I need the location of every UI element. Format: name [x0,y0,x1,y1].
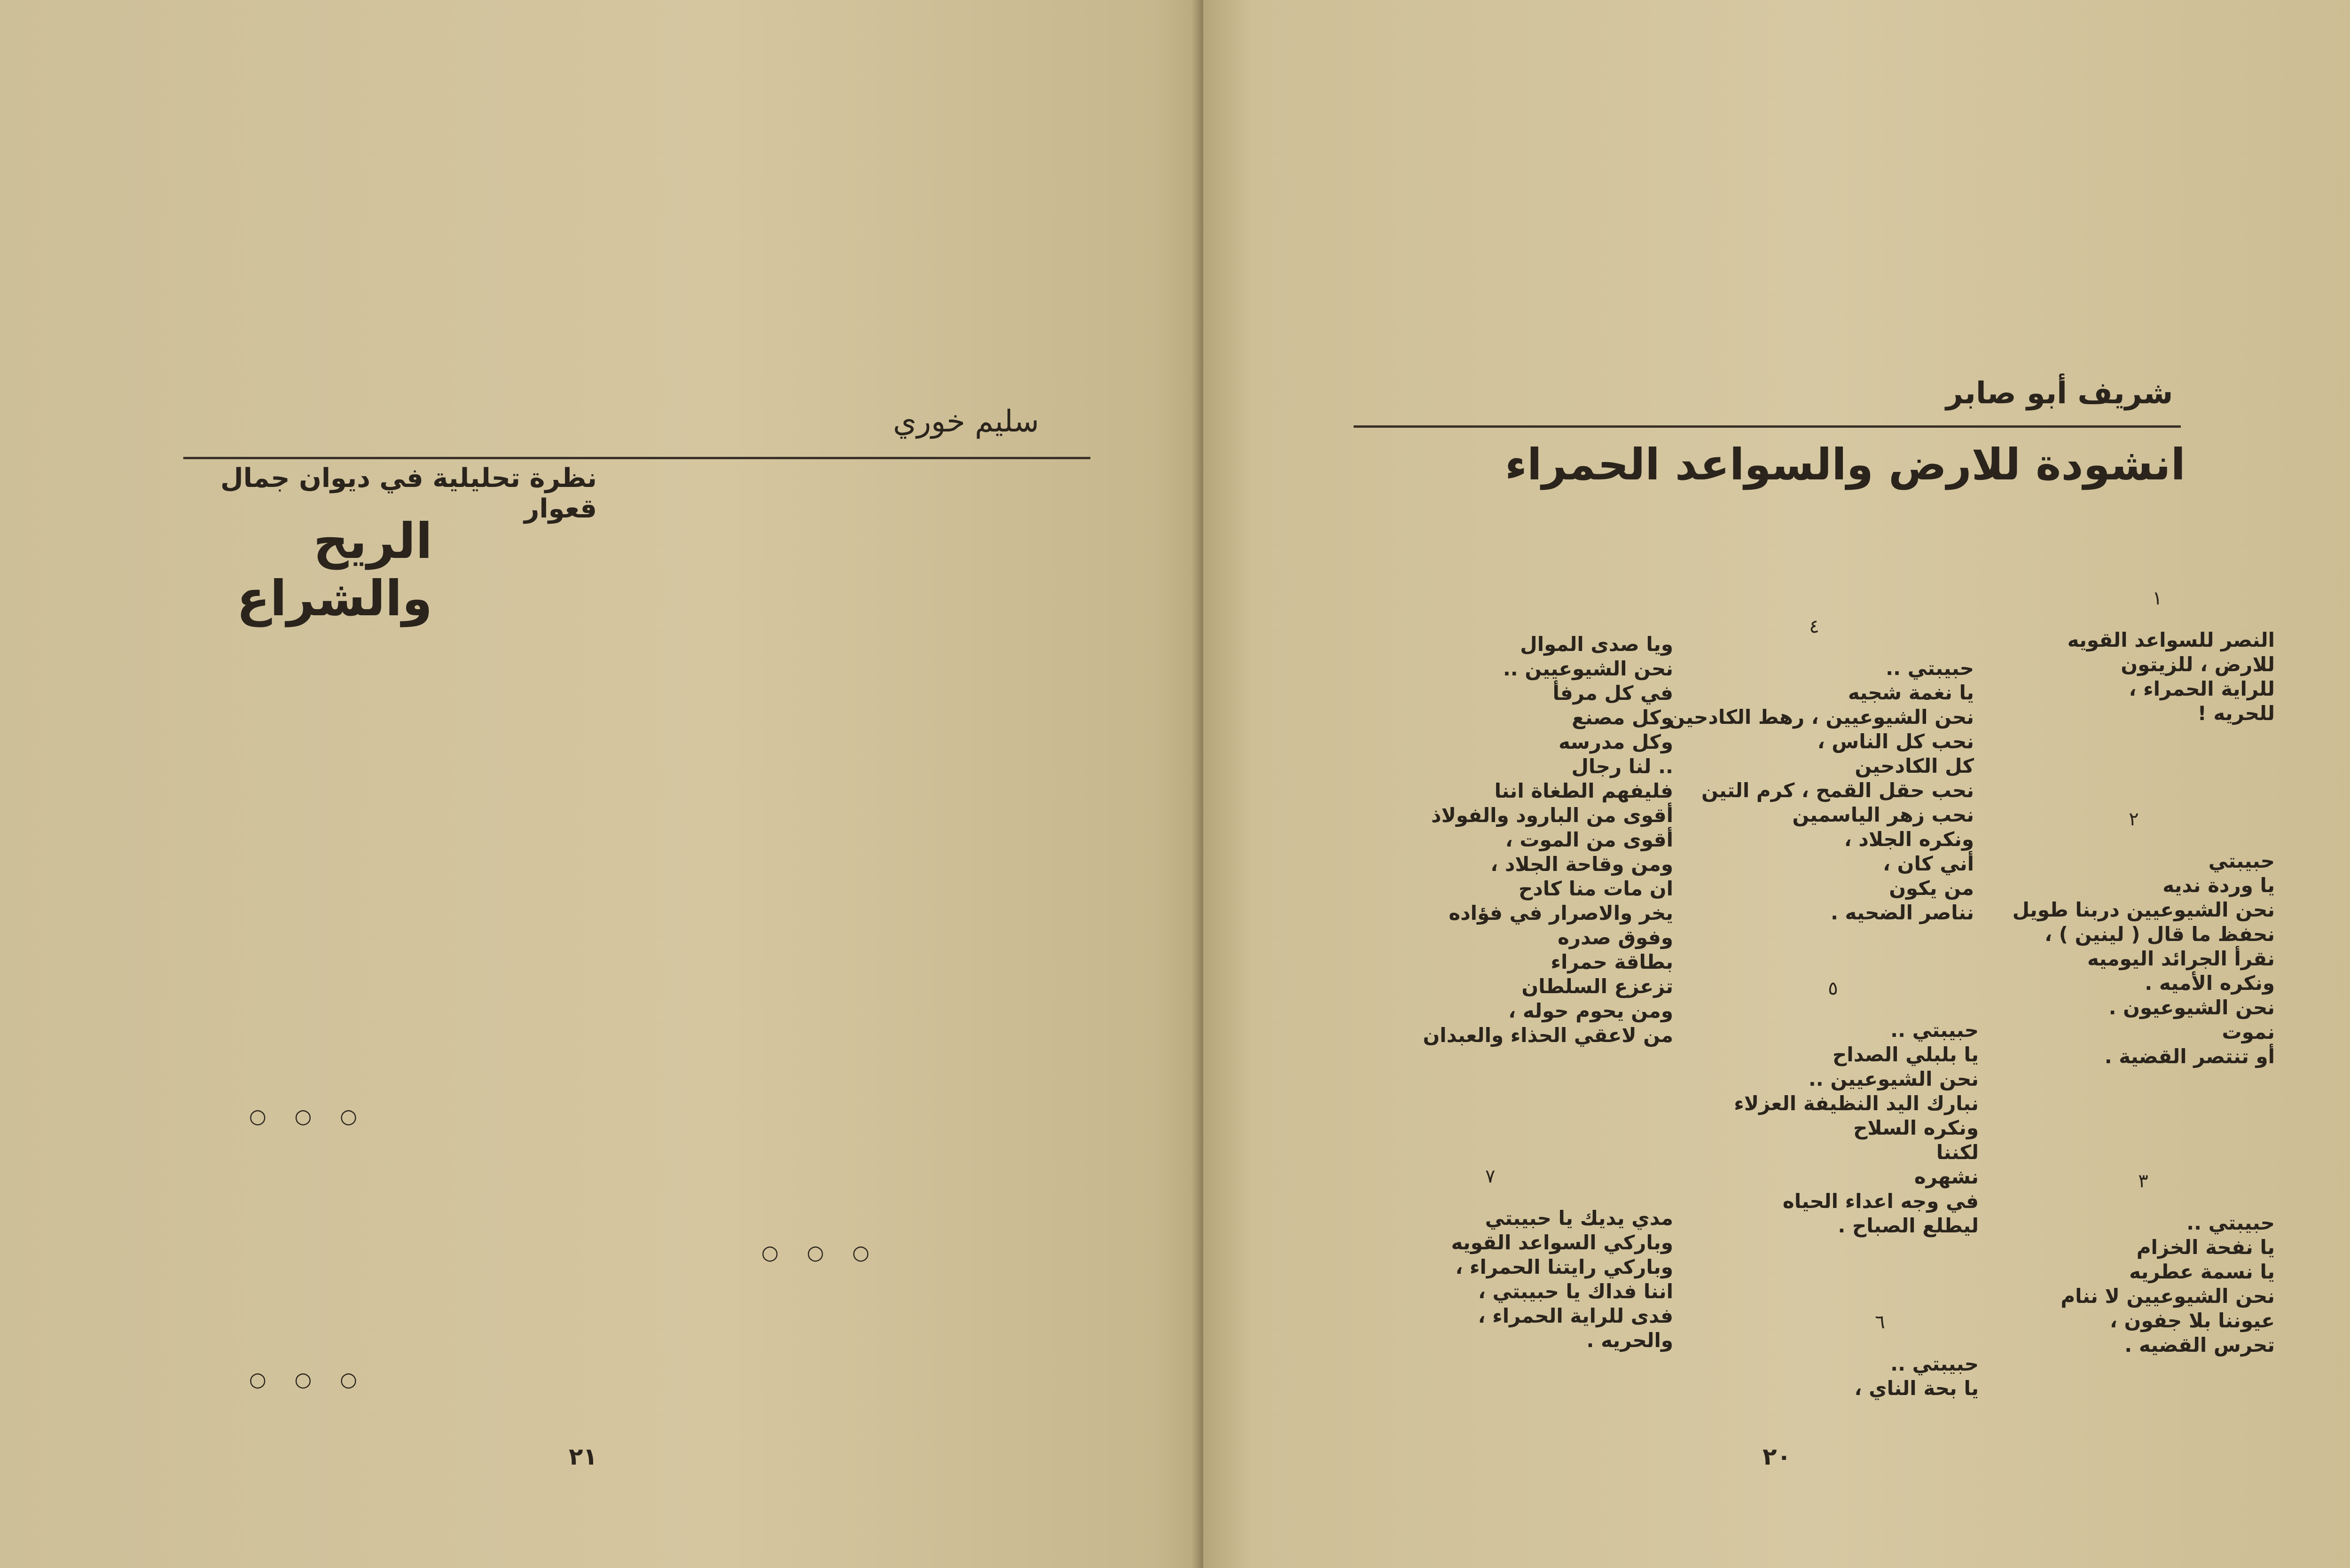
stanza-6 [1781,1311,1979,1401]
stanza-2-line: نحفظ ما قال ( لينين ) ، [2044,923,2275,946]
stanza-2-line: نقرأ الجرائد اليوميه [2087,947,2275,970]
body-text-line [611,933,1086,957]
body-text-line [611,1372,1086,1397]
left-section-divider-upper: ○○○ [249,1105,385,1128]
stanza-7-line: وباركي رايتنا الحمراء ، [1455,1255,1673,1278]
stanza-4-line: كل الكادحين [1855,754,1974,777]
stanza-3 [2012,1170,2275,1357]
stanza-2 [1993,808,2275,1069]
body-text-line [108,908,583,933]
body-text-line [108,933,583,957]
stanza-7-line: مدي يديك يا حبيبتي [1485,1207,1673,1230]
body-text-line [611,761,1086,786]
body-text-line [611,1495,1086,1519]
stanza-4-line: ومن وقاحة الجلاد ، [1490,853,1673,876]
body-text-line [108,1421,583,1446]
stanza-2-line: نموت [2222,1020,2275,1043]
body-text-line [108,810,583,835]
body-text-line [611,884,1086,908]
body-text-line [611,908,1086,933]
stanza-7-line: والحريه . [1586,1329,1673,1352]
body-text-line [611,1006,1086,1030]
left-page-number: ٢١ [569,1443,598,1470]
stanza-4-line: حبيبتي .. [1886,657,1974,680]
stanza-7-line: وباركي السواعد القويه [1451,1231,1673,1254]
body-text-line [611,1152,1086,1177]
stanza-3-line: تحرس القضيه . [2124,1333,2275,1356]
body-text-line [108,1079,583,1104]
left-page-right-column [611,761,1086,1568]
stanza-3-line: يا نسمة عطريه [2129,1260,2275,1283]
right-author-rule [1354,425,2181,428]
stanza-3-line: نحن الشيوعيين لا ننام [2060,1285,2275,1308]
body-text-line [611,835,1086,859]
body-text-line [611,1030,1086,1055]
stanza-3-number: ٣ [2138,1170,2148,1192]
left-page-left-column [108,761,583,1568]
stanza-4-line: يا نغمة شجيه [1848,681,1974,704]
stanza-2-line: حبيبتي [2208,849,2275,872]
body-text-line [611,810,1086,835]
body-text-line [611,1446,1086,1470]
body-text-line [108,884,583,908]
body-text-line [108,981,583,1006]
body-text-line [108,1152,583,1177]
stanza-1 [2040,588,2275,726]
body-text-line [611,981,1086,1006]
right-page [1203,0,2350,1568]
stanza-3-line: يا نفحة الخزام [2136,1236,2275,1259]
body-text-line [611,1397,1086,1421]
body-text-line [108,1006,583,1030]
body-text-line [611,1201,1086,1226]
body-text-line [108,1324,583,1348]
body-text-line [611,1519,1086,1544]
stanza-2-line: نحن الشيوعيون . [2108,996,2275,1019]
stanza-4-line: يخر والاصرار في فؤاده [1449,902,1673,925]
stanza-1-number: ١ [2152,588,2162,609]
body-text-line [108,1495,583,1519]
stanza-1-line: النصر للسواعد القويه [2067,628,2275,651]
left-section-divider-right: ○○○ [761,1241,898,1264]
stanza-6-number: ٦ [1875,1311,1885,1333]
body-text-line [611,1299,1086,1324]
stanza-4-line: تزعزع السلطان [1521,975,1673,998]
stanza-3-line: عيوننا بلا جفون ، [2109,1309,2275,1332]
stanza-4-line: نحن الشيوعيين ، رهط الكادحين [1668,706,1974,729]
stanza-4-line: أقوى من البارود والفولاذ [1431,804,1673,827]
stanza-4-line: في كل مرفأ [1552,682,1673,705]
stanza-4-line: أقوى من الموت ، [1505,828,1673,851]
stanza-4-line: وكل مصنع [1572,706,1673,729]
body-text-line [611,1275,1086,1299]
stanza-5-line: نبارك اليد النظيفة العزلاء [1734,1092,1979,1115]
body-text-line [108,786,583,810]
stanza-7-number: ٧ [1485,1166,1496,1187]
body-text-line [108,1397,583,1421]
body-text-line [611,1544,1086,1568]
stanza-5-line: نحن الشيوعيين .. [1808,1067,1979,1090]
stanza-continuation-column [1372,632,1673,1048]
body-text-line [108,1544,583,1568]
body-text-line [611,957,1086,981]
body-text-line [108,1030,583,1055]
stanza-3-line: حبيبتي .. [2186,1211,2275,1234]
body-text-line [611,786,1086,810]
stanza-7 [1382,1166,1673,1353]
stanza-5-line: ونكره السلاح [1853,1116,1979,1139]
stanza-2-number: ٢ [2129,808,2139,830]
stanza-2-line: نحن الشيوعيين دربنا طويل [2012,898,2275,921]
left-section-divider-lower: ○○○ [249,1368,385,1391]
stanza-4-line: نحب زهر الياسمين [1792,803,1974,826]
body-text-line [108,1470,583,1495]
stanza-4-line: نحب حقل القمح ، كرم التين [1701,779,1974,802]
body-text-line [108,1226,583,1250]
left-author-name: سليم خوري [893,404,1039,439]
body-text-line [108,835,583,859]
body-text-line [611,1079,1086,1104]
stanza-5-line: حبيبتي .. [1890,1019,1979,1042]
stanza-4-line: نناصر الضحيه . [1830,901,1974,924]
body-text-line [611,1324,1086,1348]
stanza-4-line: نحب كل الناس ، [1817,730,1974,753]
body-text-line [108,1055,583,1079]
right-author-name: شريف أبو صابر [1946,376,2173,411]
stanza-4-line: من لاعقي الحذاء والعبدان [1423,1024,1673,1047]
stanza-1-line: للارض ، للزيتون [2121,653,2275,676]
stanza-6-line: حبيبتي .. [1890,1352,1979,1375]
body-text-line [611,859,1086,884]
stanza-4-line: ان مات منا كادح [1518,877,1673,900]
body-text-line [108,1519,583,1544]
stanza-2-line: ونكره الأميه . [2145,972,2275,995]
stanza-4-line: أني كان ، [1883,852,1974,875]
stanza-2-line: يا وردة نديه [2162,874,2275,897]
body-text-line [108,1250,583,1275]
stanza-5-line: لكننا [1936,1141,1979,1164]
body-text-line [611,1421,1086,1446]
body-text-line [611,1104,1086,1128]
stanza-1-line: للراية الحمراء ، [2129,677,2275,700]
body-text-line [108,1201,583,1226]
stanza-4-line: بطاقة حمراء [1551,950,1673,973]
stanza-7-line: اننا فداك يا حبيبتي ، [1478,1280,1673,1303]
stanza-5-line: في وجه اعداء الحياه [1782,1190,1979,1213]
right-poem-title: انشودة للارض والسواعد الحمراء [1504,439,2186,490]
stanza-5-line: نشهره [1914,1165,1979,1188]
body-text-line [108,957,583,981]
right-page-number: ٢٠ [1762,1443,1792,1470]
stanza-4-line: ويا صدى الموال [1520,633,1673,656]
stanza-1-line: للحريه ! [2197,702,2275,725]
body-text-line [108,1299,583,1324]
stanza-5-line: يا بلبلي الصداح [1833,1043,1979,1066]
stanza-7-line: فدى للراية الحمراء ، [1478,1304,1673,1327]
stanza-5-number: ٥ [1828,978,1838,999]
body-text-line [108,1275,583,1299]
body-text-line [611,1177,1086,1201]
stanza-4-line: من يكون [1889,877,1974,900]
stanza-4-line: وفوق صدره [1558,926,1673,949]
body-text-line [108,859,583,884]
stanza-4-line: .. لنا رجال [1571,755,1673,778]
body-text-line [108,761,583,786]
stanza-2-line: أو تنتصر القضية . [2104,1045,2275,1068]
body-text-line [611,1128,1086,1152]
body-text-line [108,1446,583,1470]
stanza-4-line: فليفهم الطغاة اننا [1494,779,1673,802]
stanza-4-line: نحن الشيوعيين .. [1503,657,1673,680]
stanza-6-line: يا بحة الناي ، [1854,1377,1979,1400]
body-text-line [108,1177,583,1201]
body-text-line [611,1470,1086,1495]
left-author-rule [183,457,1090,459]
left-article-title: الريح والشراع [236,512,432,627]
stanza-5-line: ليطلع الصباح . [1838,1214,1979,1237]
stanza-4-number: ٤ [1809,616,1819,637]
stanza-4 [1654,616,1974,925]
body-text-line [611,1055,1086,1079]
left-article-subtitle: نظرة تحليلية في ديوان جمال قعوار [220,463,597,524]
body-text-line [611,1348,1086,1372]
stanza-4-line: ومن يحوم حوله ، [1508,999,1673,1022]
stanza-4-line: ونكره الجلاد ، [1844,828,1974,851]
body-text-line [108,1128,583,1152]
stanza-4-line: وكل مدرسه [1559,730,1673,753]
stanza-5 [1687,978,1979,1238]
